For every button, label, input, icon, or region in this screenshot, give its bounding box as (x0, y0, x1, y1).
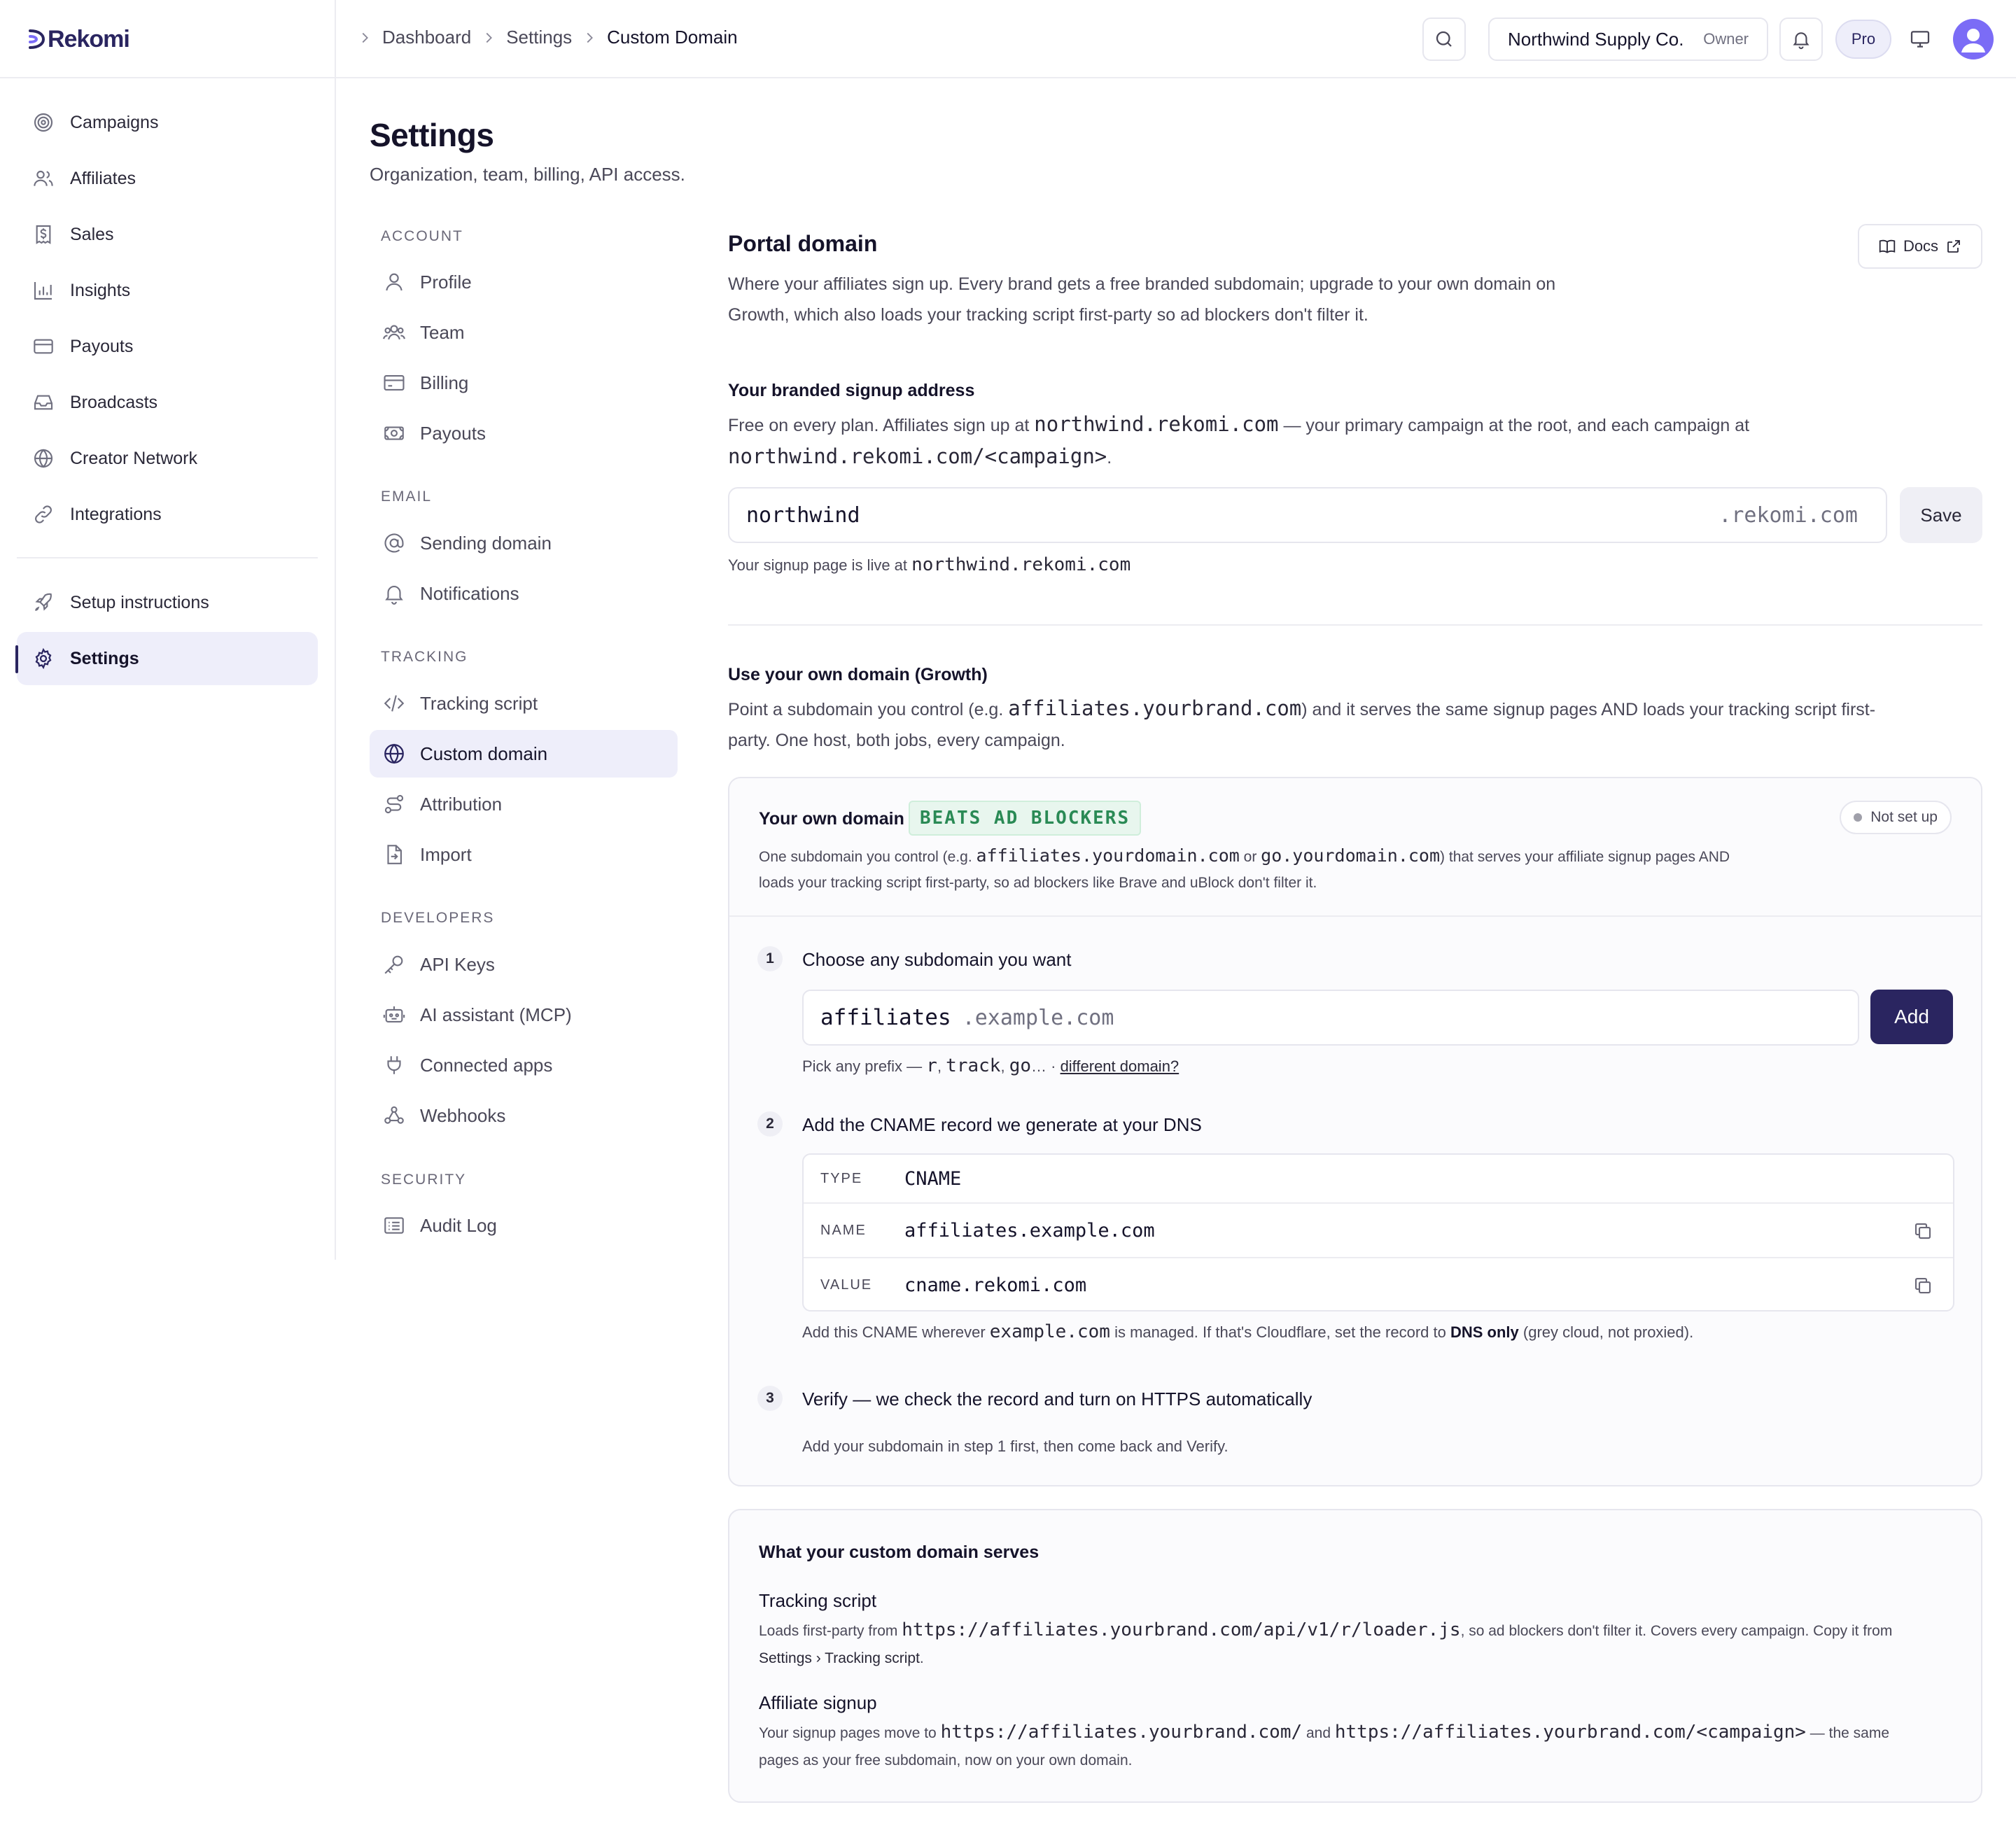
breadcrumb-dashboard[interactable]: Dashboard (382, 27, 472, 48)
sidebar-item-label: Setup instructions (70, 592, 209, 612)
brand-logo[interactable] (27, 27, 130, 52)
sidebar-item-label: Creator Network (70, 448, 197, 468)
emphasis: DNS only (1450, 1323, 1519, 1341)
route-icon (382, 792, 406, 816)
own-domain-card (728, 777, 1982, 1486)
settings-item-webhooks[interactable] (370, 1092, 678, 1139)
settings-item-label: API Keys (420, 953, 495, 975)
text: , so ad blockers don't filter it. Covers every campaign. Copy it from (1460, 1623, 1893, 1639)
settings-item-ai-assistant[interactable] (370, 991, 678, 1039)
sidebar-item-label: Settings (70, 648, 139, 668)
text: is managed. If that's Cloudflare, set the record to (1110, 1323, 1450, 1341)
settings-item-payouts[interactable] (370, 409, 678, 457)
search-icon (1434, 29, 1455, 50)
dns-key: NAME (820, 1222, 867, 1238)
webhook-icon (382, 1104, 406, 1127)
docs-button[interactable] (1858, 224, 1982, 269)
status-dot-icon (1854, 813, 1862, 822)
page-subtitle: Organization, team, billing, API access. (370, 164, 685, 185)
settings-item-billing[interactable] (370, 359, 678, 407)
list-icon (382, 1214, 406, 1237)
status-label: Not set up (1870, 809, 1938, 825)
text: , (1000, 1057, 1009, 1075)
text: ) and it serves the same signup pages AND loads your tracking script first- (1301, 700, 1876, 719)
inline-code: example.com (989, 1321, 1110, 1342)
text: — your primary campaign at the root, and each campaign at (1278, 416, 1750, 435)
inline-code: track (946, 1055, 1001, 1076)
text: One subdomain you control (e.g. (759, 849, 976, 865)
settings-section-account: ACCOUNT (381, 228, 463, 244)
own-domain-title: Use your own domain (Growth) (728, 665, 988, 684)
verify-note: Add your subdomain in step 1 first, then come back and Verify. (802, 1437, 1228, 1455)
sidebar-item-settings[interactable] (17, 632, 318, 685)
tracking-script-description (759, 1617, 1963, 1672)
settings-item-label: Tracking script (420, 692, 538, 714)
search-button[interactable] (1422, 17, 1466, 61)
settings-item-import[interactable] (370, 831, 678, 878)
settings-item-label: Profile (420, 271, 472, 293)
step-3-title: Verify — we check the record and turn on HTTPS automatically (802, 1388, 1312, 1409)
dns-value: cname.rekomi.com (904, 1274, 1087, 1296)
text: — the same (1805, 1725, 1890, 1741)
sidebar-item-insights[interactable] (17, 264, 318, 317)
left-sidebar (0, 0, 336, 1260)
domain-suffix: .example.com (962, 1005, 1114, 1030)
settings-item-sending-domain[interactable] (370, 519, 678, 567)
inline-code: https://affiliates.yourbrand.com/ (940, 1722, 1303, 1743)
settings-item-team[interactable] (370, 309, 678, 356)
settings-item-attribution[interactable] (370, 780, 678, 828)
settings-item-label: Team (420, 321, 465, 343)
text: Your signup page is live at (728, 556, 912, 574)
text: and (1302, 1725, 1335, 1741)
settings-item-label: Payouts (420, 422, 486, 444)
file-import-icon (382, 843, 406, 866)
rocket-icon (32, 591, 55, 614)
text: Loads first-party from (759, 1623, 902, 1639)
settings-item-label: Sending domain (420, 532, 552, 554)
tracking-script-heading: Tracking script (759, 1590, 877, 1611)
inline-code: affiliates.yourbrand.com (1008, 696, 1302, 720)
globe-icon (382, 742, 406, 766)
card-header (729, 778, 1981, 917)
ad-blocker-badge: BEATS AD BLOCKERS (909, 801, 1141, 836)
page-title: Settings (370, 117, 494, 153)
prefix-hint (802, 1055, 1179, 1076)
rekomi-logo-icon (27, 28, 46, 50)
custom-subdomain-input[interactable]: affiliates (820, 1005, 951, 1030)
text: (grey cloud, not proxied). (1518, 1323, 1694, 1341)
sidebar-divider (17, 557, 318, 558)
signup-address-title: Your branded signup address (728, 381, 975, 400)
sidebar-item-label: Sales (70, 224, 114, 244)
inline-code: https://affiliates.yourbrand.com/<campaign> (1334, 1722, 1806, 1743)
text: loads your tracking script first-party, so ad blockers like Brave and uBlock don't filter it. (759, 875, 1317, 891)
dollar-receipt-icon (32, 223, 55, 246)
code-icon (382, 691, 406, 715)
top-header (336, 0, 2016, 78)
text: Pick any prefix — (802, 1057, 927, 1075)
sidebar-item-label: Broadcasts (70, 392, 158, 412)
users-icon (32, 167, 55, 190)
different-domain-link[interactable]: different domain? (1060, 1057, 1180, 1075)
custom-subdomain-field[interactable] (802, 990, 1859, 1046)
text: . (1107, 448, 1112, 467)
settings-item-label: Notifications (420, 582, 519, 604)
sidebar-item-label: Affiliates (70, 168, 136, 188)
settings-section-developers: DEVELOPERS (381, 910, 495, 926)
bell-icon (1791, 29, 1812, 50)
subdomain-suffix: .rekomi.com (1718, 502, 1858, 528)
text: , (937, 1057, 946, 1075)
sidebar-item-label: Payouts (70, 336, 134, 356)
section-divider (728, 624, 1982, 626)
sidebar-divider (0, 77, 335, 78)
sidebar-item-broadcasts[interactable] (17, 376, 318, 429)
settings-item-label: Billing (420, 372, 469, 393)
chevron-right-icon (357, 30, 372, 45)
add-domain-button[interactable]: Add (1870, 990, 1953, 1044)
portal-domain-title: Portal domain (728, 231, 878, 256)
copy-icon[interactable] (1912, 1275, 1933, 1296)
avatar[interactable] (1953, 19, 1994, 59)
affiliate-signup-description (759, 1719, 1963, 1774)
dns-row-name (804, 1204, 1953, 1257)
text: … · (1031, 1057, 1060, 1075)
settings-item-api-keys[interactable] (370, 941, 678, 988)
settings-item-label: Audit Log (420, 1214, 497, 1236)
settings-item-label: AI assistant (MCP) (420, 1004, 572, 1025)
subdomain-input-value[interactable]: northwind (746, 502, 860, 528)
settings-item-notifications[interactable] (370, 570, 678, 617)
sidebar-item-label: Insights (70, 280, 131, 300)
dns-row-value (804, 1258, 1953, 1312)
settings-item-profile[interactable] (370, 258, 678, 306)
docs-label: Docs (1903, 237, 1939, 255)
inline-code: r (926, 1055, 937, 1076)
signup-live-status (728, 554, 1130, 575)
external-link-icon (1945, 238, 1962, 255)
plan-badge[interactable]: Pro (1835, 20, 1891, 59)
sidebar-item-setup-instructions[interactable] (17, 576, 318, 629)
status-badge (1840, 801, 1952, 834)
bar-chart-icon (32, 279, 55, 302)
sidebar-item-campaigns[interactable] (17, 96, 318, 149)
banknote-icon (382, 421, 406, 445)
settings-item-custom-domain[interactable] (370, 730, 678, 778)
save-button[interactable]: Save (1900, 487, 1982, 543)
settings-section-email: EMAIL (381, 488, 433, 505)
inline-code: northwind.rekomi.com (1034, 412, 1279, 436)
text: Add this CNAME wherever (802, 1323, 990, 1341)
portal-description-line-1: Where your affiliates sign up. Every brand gets a free branded subdomain; upgrade to your own domain on (728, 274, 1556, 294)
settings-item-connected-apps[interactable] (370, 1041, 678, 1089)
text: Free on every plan. Affiliates sign up at (728, 416, 1035, 435)
dns-key: TYPE (820, 1170, 863, 1186)
sidebar-item-label: Campaigns (70, 112, 159, 132)
text: . (919, 1650, 924, 1666)
settings-item-tracking-script[interactable] (370, 680, 678, 727)
dns-value: affiliates.example.com (904, 1219, 1155, 1242)
breadcrumb (357, 27, 738, 48)
user-avatar-icon (1953, 19, 1994, 59)
sidebar-item-integrations[interactable] (17, 488, 318, 541)
own-domain-description (728, 693, 1982, 756)
sidebar-item-sales[interactable] (17, 208, 318, 261)
gear-icon (32, 647, 55, 670)
key-icon (382, 952, 406, 976)
signup-address-description (728, 409, 1982, 473)
target-icon (32, 111, 55, 134)
settings-item-label: Webhooks (420, 1104, 506, 1126)
sidebar-item-payouts[interactable] (17, 320, 318, 373)
plug-icon (382, 1053, 406, 1077)
credit-card-icon (32, 335, 55, 358)
org-switcher[interactable] (1488, 17, 1768, 61)
user-icon (382, 270, 406, 294)
text: Point a subdomain you control (e.g. (728, 700, 1009, 719)
inline-code: go.yourdomain.com (1261, 845, 1441, 866)
settings-item-label: Import (420, 843, 472, 865)
dns-record-table (802, 1153, 1954, 1312)
text: or (1239, 849, 1261, 865)
dns-row-type (804, 1155, 1953, 1202)
breadcrumb-current: Custom Domain (607, 27, 738, 48)
step-number: 2 (757, 1111, 783, 1137)
dns-key: VALUE (820, 1277, 873, 1293)
sidebar-item-label: Integrations (70, 504, 162, 524)
dns-value: CNAME (904, 1167, 962, 1190)
affiliate-signup-heading: Affiliate signup (759, 1692, 877, 1713)
text: pages as your free subdomain, now on your own domain. (759, 1752, 1133, 1769)
settings-item-label: Custom domain (420, 743, 548, 764)
chevron-right-icon (481, 30, 496, 45)
inline-code: northwind.rekomi.com/<campaign> (728, 444, 1107, 468)
sidebar-item-creator-network[interactable] (17, 432, 318, 485)
users-icon (382, 321, 406, 344)
org-role: Owner (1703, 30, 1749, 48)
at-sign-icon (382, 531, 406, 555)
step-number: 1 (757, 946, 783, 971)
inline-code: go (1009, 1055, 1031, 1076)
link-icon (32, 503, 55, 526)
monitor-icon (1909, 28, 1931, 50)
settings-item-label: Attribution (420, 793, 503, 815)
sidebar-item-affiliates[interactable] (17, 152, 318, 205)
brand-name: Rekomi (48, 25, 130, 52)
credit-card-icon (382, 371, 406, 395)
book-open-icon (1878, 237, 1896, 255)
step-number: 3 (757, 1386, 783, 1411)
portal-description-line-2: Growth, which also loads your tracking script first-party so ad blockers don't filter it. (728, 305, 1368, 325)
chevron-right-icon (582, 30, 597, 45)
bell-icon (382, 582, 406, 605)
card-title: What your custom domain serves (759, 1542, 1040, 1562)
breadcrumb-settings[interactable]: Settings (506, 27, 573, 48)
copy-icon[interactable] (1912, 1221, 1933, 1242)
settings-item-audit-log[interactable] (370, 1202, 678, 1249)
inline-code: affiliates.yourdomain.com (976, 845, 1240, 866)
card-title: Your own domain (759, 809, 904, 829)
settings-section-tracking: TRACKING (381, 649, 468, 665)
card-description (759, 843, 1837, 896)
inbox-icon (32, 391, 55, 414)
cname-note (802, 1321, 1693, 1342)
display-button[interactable] (1898, 17, 1942, 61)
domain-serves-card (728, 1509, 1982, 1803)
org-name: Northwind Supply Co. (1508, 28, 1684, 50)
text: party. One host, both jobs, every campaign. (728, 731, 1065, 750)
text: Your signup pages move to (759, 1725, 941, 1741)
notifications-button[interactable] (1779, 17, 1823, 61)
settings-path: Settings › Tracking script (759, 1650, 920, 1666)
live-url[interactable]: northwind.rekomi.com (911, 554, 1131, 575)
step-1-title: Choose any subdomain you want (802, 949, 1072, 970)
settings-item-label: Connected apps (420, 1054, 553, 1076)
text: ) that serves your affiliate signup pages AND (1440, 849, 1730, 865)
step-2-title: Add the CNAME record we generate at your DNS (802, 1114, 1202, 1135)
globe-icon (32, 447, 55, 470)
active-indicator (15, 645, 18, 673)
inline-code: https://affiliates.yourbrand.com/api/v1/r/loader.js (902, 1619, 1461, 1640)
settings-section-security: SECURITY (381, 1172, 467, 1188)
subdomain-field[interactable] (728, 487, 1887, 543)
bot-icon (382, 1003, 406, 1027)
